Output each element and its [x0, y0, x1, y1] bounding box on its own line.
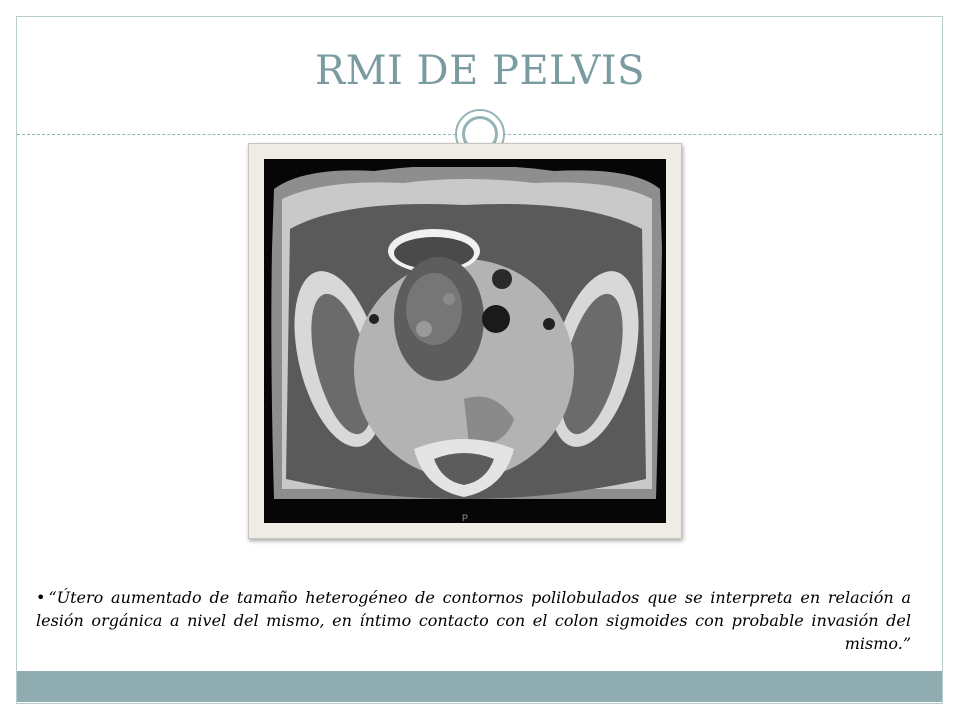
- bullet-item: [36, 586, 911, 655]
- bullet-dot: •: [36, 588, 46, 607]
- mri-image-frame: [248, 143, 682, 539]
- mri-pelvis-image: [264, 159, 666, 523]
- footer-bar: [17, 671, 942, 702]
- bullet-text: “Útero aumentado de tamaño heterogéneo de contornos polilobulados que se interpreta en relación a lesión orgánica a nivel del mismo, en íntimo contacto con el colon sigmoides con probable invasión del mismo.”: [36, 588, 911, 653]
- orientation-label: P: [461, 513, 469, 523]
- slide-title: RMI DE PELVIS: [314, 48, 646, 94]
